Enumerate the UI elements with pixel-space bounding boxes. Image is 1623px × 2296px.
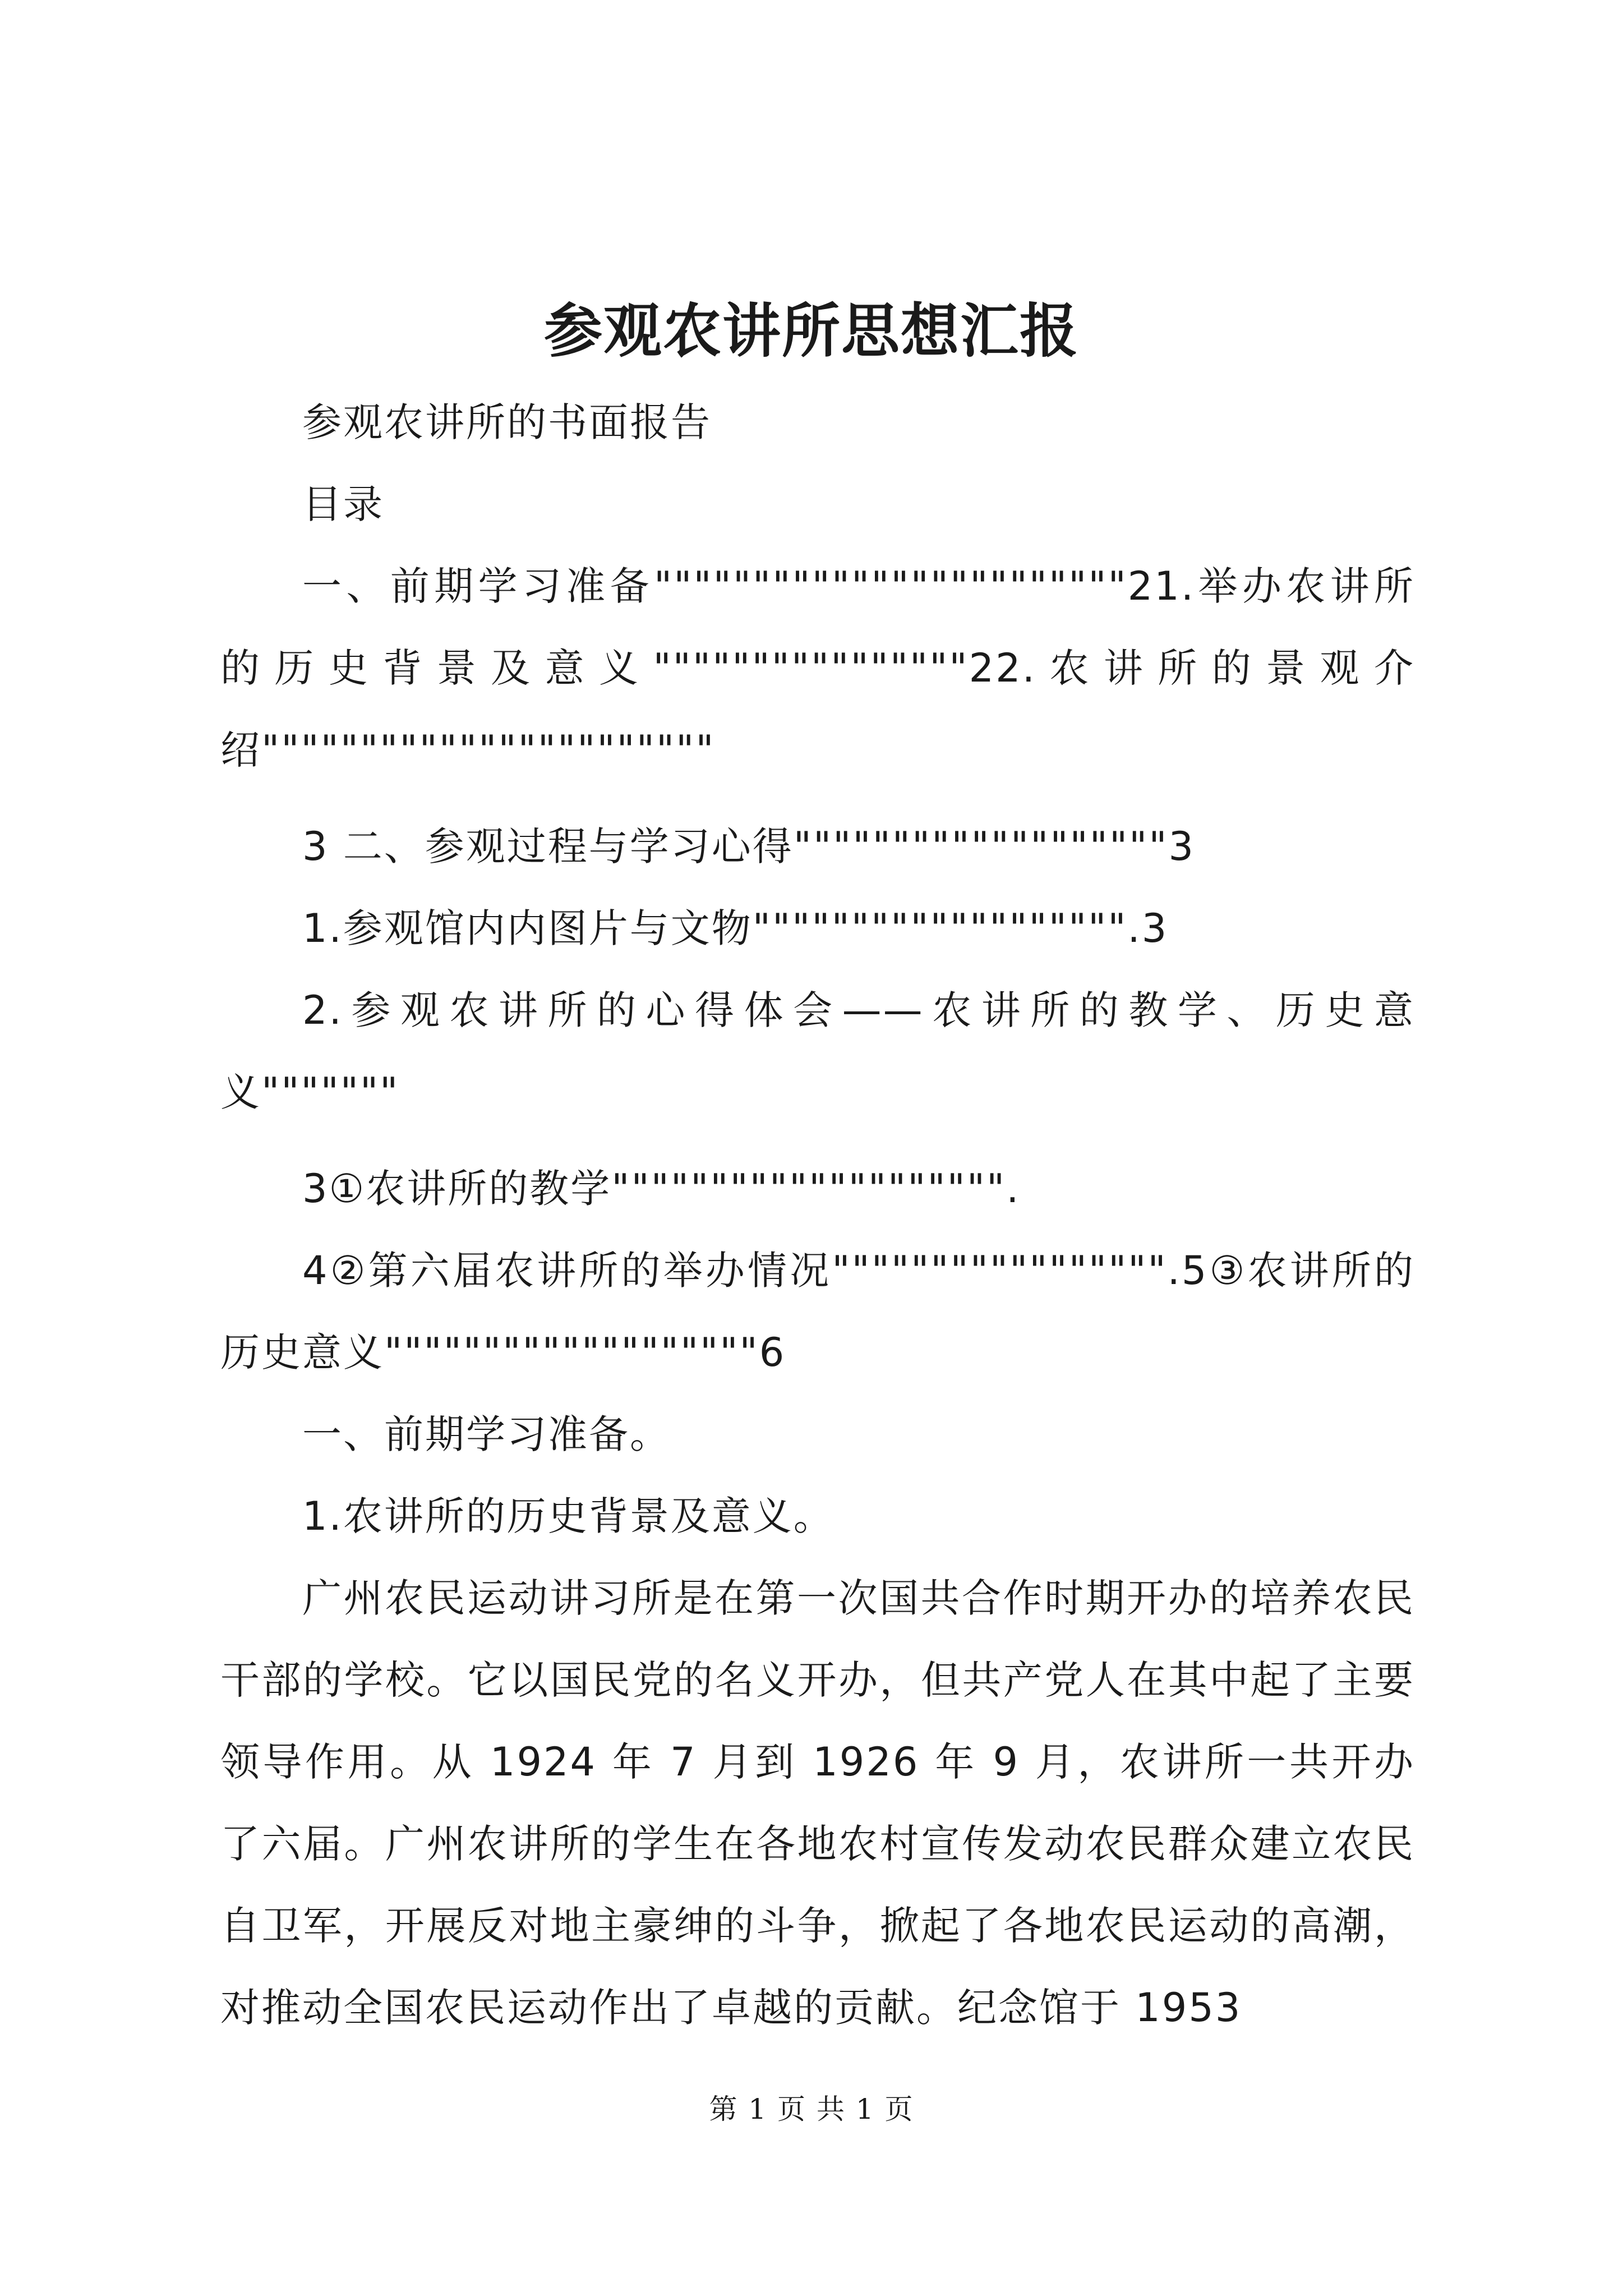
paragraph-toc-entry-3: 1.参观馆内内图片与文物""""""""""""""""""".3: [302, 905, 1169, 951]
paragraph-subtitle: 参观农讲所的书面报告: [302, 399, 712, 445]
paragraph-toc-entry-1: 一、前期学习准备""""""""""""""""""""""""21.举办农讲所的历史背景及意义""""""""""""""""22.农讲所的景观介绍""""""""""""""""""""""": [220, 563, 1415, 773]
paragraph-body: 广州农民运动讲习所是在第一次国共合作时期开办的培养农民干部的学校。它以国民党的名义开办，但共产党人在其中起了主要领导作用。从 1924 年 7 月到 1926 年 9 月，农讲所一共开办了六届。广州农讲所的学生在各地农村宣传发动农民群众建立农民自卫军，开展反对地主豪绅的斗争，掀起了各地农民运动的高潮，对推动全国农民运动作出了卓越的贡献。纪念馆于 1953: [220, 1575, 1415, 2031]
document-body: [220, 381, 1415, 2049]
document-title: 参观农讲所思想汇报: [543, 296, 1079, 365]
page-footer: 第 1 页 共 1 页: [709, 2093, 914, 2125]
paragraph-toc-entry-4: 2.参观农讲所的心得体会——农讲所的教学、历史意义""""""": [220, 987, 1415, 1115]
paragraph-subsection-heading: 1.农讲所的历史背景及意义。: [302, 1493, 834, 1539]
paragraph-toc-heading: 目录: [302, 481, 384, 527]
paragraph-toc-entry-5: 3①农讲所的教学"""""""""""""""""""".: [302, 1166, 1021, 1212]
paragraph-toc-entry-6: 4②第六届农讲所的举办情况""""""""""""""""".5③农讲所的历史意义"""""""""""""""""""6: [220, 1248, 1415, 1375]
paragraph-toc-entry-2: 3 二、参观过程与学习心得"""""""""""""""""""3: [302, 823, 1196, 869]
paragraph-section-heading: 一、前期学习准备。: [302, 1411, 671, 1457]
